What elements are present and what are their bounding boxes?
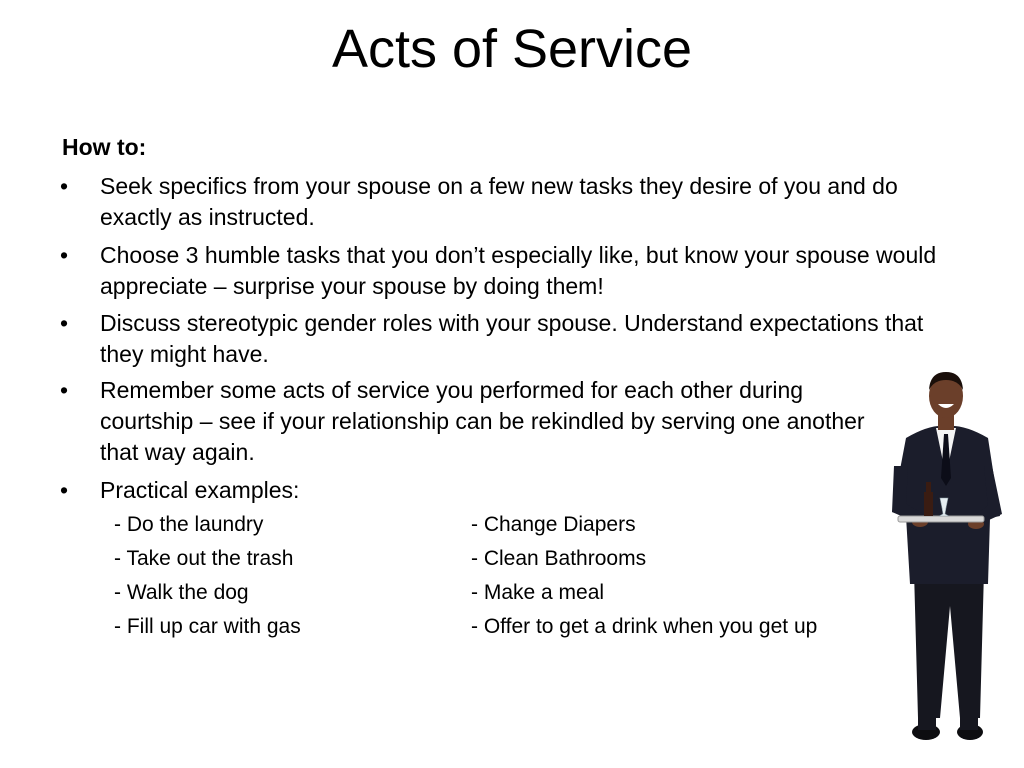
bullet-marker: • — [60, 310, 69, 336]
example-item: - Clean Bathrooms — [471, 547, 647, 570]
bullet-marker: • — [60, 173, 69, 199]
example-item: - Change Diapers — [471, 513, 636, 536]
bullet-text: Choose 3 humble tasks that you don’t especially like, but know your spouse would appreciate – surprise your spouse by doing them! — [100, 242, 937, 299]
waiter-illustration — [884, 366, 1014, 752]
wine-bottle — [924, 492, 933, 516]
example-item: - Walk the dog — [114, 581, 249, 604]
bullet-text: Discuss stereotypic gender roles with your spouse. Understand expectations that they might have. — [100, 310, 924, 367]
bullet-text: Practical examples: — [100, 477, 300, 503]
example-item: - Fill up car with gas — [114, 615, 301, 638]
bullet-text: Seek specifics from your spouse on a few new tasks they desire of you and do exactly as instructed. — [100, 173, 898, 230]
slide-title: Acts of Service — [331, 19, 693, 79]
bullet-marker: • — [60, 477, 69, 503]
bullet-text: Remember some acts of service you performed for each other during courtship – see if your relationship can be rekindled by serving one another that way again. — [100, 377, 865, 465]
example-item: - Do the laundry — [114, 513, 264, 536]
bullet-marker: • — [60, 242, 69, 268]
serving-tray — [898, 516, 984, 522]
how-to-heading: How to: — [62, 134, 147, 160]
example-item: - Offer to get a drink when you get up — [471, 615, 818, 638]
bullet-marker: • — [60, 377, 69, 403]
waiter-trousers — [914, 571, 984, 718]
example-item: - Make a meal — [471, 581, 605, 604]
example-item: - Take out the trash — [114, 547, 294, 570]
